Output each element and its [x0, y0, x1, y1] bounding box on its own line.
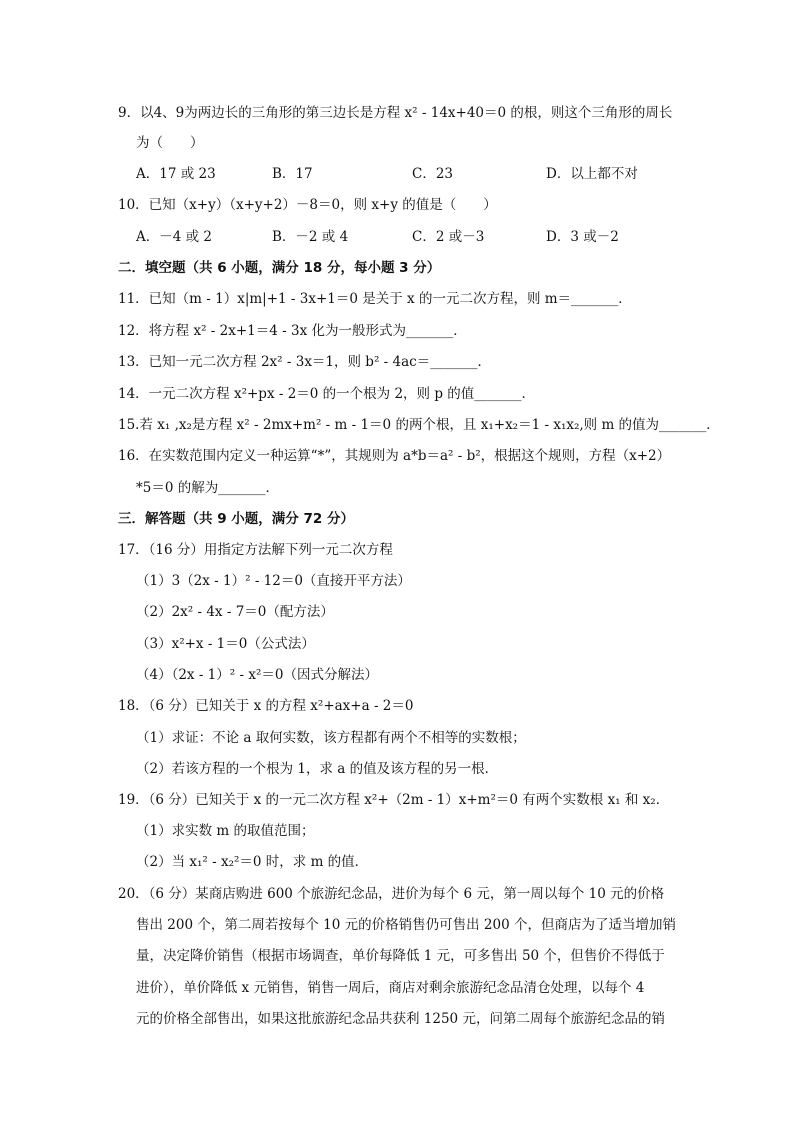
- q18-item-2: （2）若该方程的一个根为 1，求 a 的值及该方程的另一根．: [136, 761, 499, 777]
- q16-line2: *5＝0 的解为_______．: [136, 480, 279, 496]
- q20-line-2: 售出 200 个，第二周若按每个 10 元的价格销售仍可售出 200 个，但商店为了适当增加销: [136, 917, 676, 933]
- q16-line1: 16．在实数范围内定义一种运算“*”，其规则为 a*b＝a² - b²，根据这个规则，方程（x+2）: [118, 448, 671, 464]
- q17-item-1: （1）3（2x - 1）² - 12＝0（直接开平方法）: [136, 573, 411, 589]
- q11-text: 11．已知（m - 1）x|m|+1 - 3x+1＝0 是关于 x 的一元二次方程，则 m＝_______．: [118, 291, 632, 307]
- q10-option-d: D．3 或－2: [546, 229, 619, 245]
- q9-option-b: B．17: [272, 166, 313, 182]
- q15-text: 15.若 x₁ ,x₂是方程 x² - 2mx+m² - m - 1＝0 的两个根，且 x₁+x₂＝1 - x₁x₂,则 m 的值为_______．: [118, 417, 720, 433]
- q20-line-4: 进价），单价降低 x 元销售，销售一周后，商店对剩余旅游纪念品清仓处理，以每个 4: [136, 980, 645, 996]
- section-fill-in-heading: 二．填空题（共 6 小题，满分 18 分，每小题 3 分）: [118, 260, 441, 276]
- q19-title: 19．（6 分）已知关于 x 的一元二次方程 x²+（2m - 1）x+m²＝0 有两个实数根 x₁ 和 x₂．: [118, 792, 670, 808]
- q9-option-c: C．23: [412, 166, 454, 182]
- q17-item-4: （4）（2x - 1）² - x²＝0（因式分解法）: [136, 667, 378, 683]
- q17-item-3: （3）x²+x - 1＝0（公式法）: [136, 636, 315, 652]
- q9-line2: 为（ ）: [136, 135, 204, 151]
- q20-line-5: 元的价格全部售出，如果这批旅游纪念品共获利 1250 元，问第二周每个旅游纪念品的销: [136, 1011, 665, 1027]
- q9-line1: 9．以4、9为两边长的三角形的第三边长是方程 x² - 14x+40＝0 的根，则这个三角形的周长: [118, 105, 673, 121]
- q10-option-c: C．2 或－3: [412, 229, 485, 245]
- q20-line-1: 20．（6 分）某商店购进 600 个旅游纪念品，进价为每个 6 元，第一周以每个 10 元的价格: [118, 886, 665, 902]
- q13-text: 13．已知一元二次方程 2x² - 3x＝1，则 b² - 4ac＝_______．: [118, 354, 491, 370]
- q9-option-a: A．17 或 23: [136, 166, 216, 182]
- q19-item-2: （2）当 x₁² - x₂²＝0 时，求 m 的值．: [136, 854, 369, 870]
- q12-text: 12．将方程 x² - 2x+1＝4 - 3x 化为一般形式为_______．: [118, 323, 467, 339]
- q17-title: 17．（16 分）用指定方法解下列一元二次方程: [118, 542, 393, 558]
- q14-text: 14．一元二次方程 x²+px - 2＝0 的一个根为 2，则 p 的值_______．: [118, 386, 536, 402]
- q10-line1: 10．已知（x+y）（x+y+2）－8＝0，则 x+y 的值是（ ）: [118, 197, 497, 213]
- q10-option-b: B．－2 或 4: [272, 229, 349, 245]
- q20-line-3: 量，决定降价销售（根据市场调查，单价每降低 1 元，可多售出 50 个，但售价不得低于: [136, 948, 665, 964]
- q19-item-1: （1）求实数 m 的取值范围；: [136, 823, 315, 839]
- q18-title: 18．（6 分）已知关于 x 的方程 x²+ax+a - 2＝0: [118, 698, 414, 714]
- q18-item-1: （1）求证：不论 a 取何实数，该方程都有两个不相等的实数根；: [136, 730, 526, 746]
- q9-option-d: D．以上都不对: [546, 166, 638, 182]
- section-answer-heading: 三．解答题（共 9 小题，满分 72 分）: [118, 511, 354, 527]
- q10-option-a: A．－4 或 2: [136, 229, 213, 245]
- q17-item-2: （2）2x² - 4x - 7＝0（配方法）: [136, 604, 334, 620]
